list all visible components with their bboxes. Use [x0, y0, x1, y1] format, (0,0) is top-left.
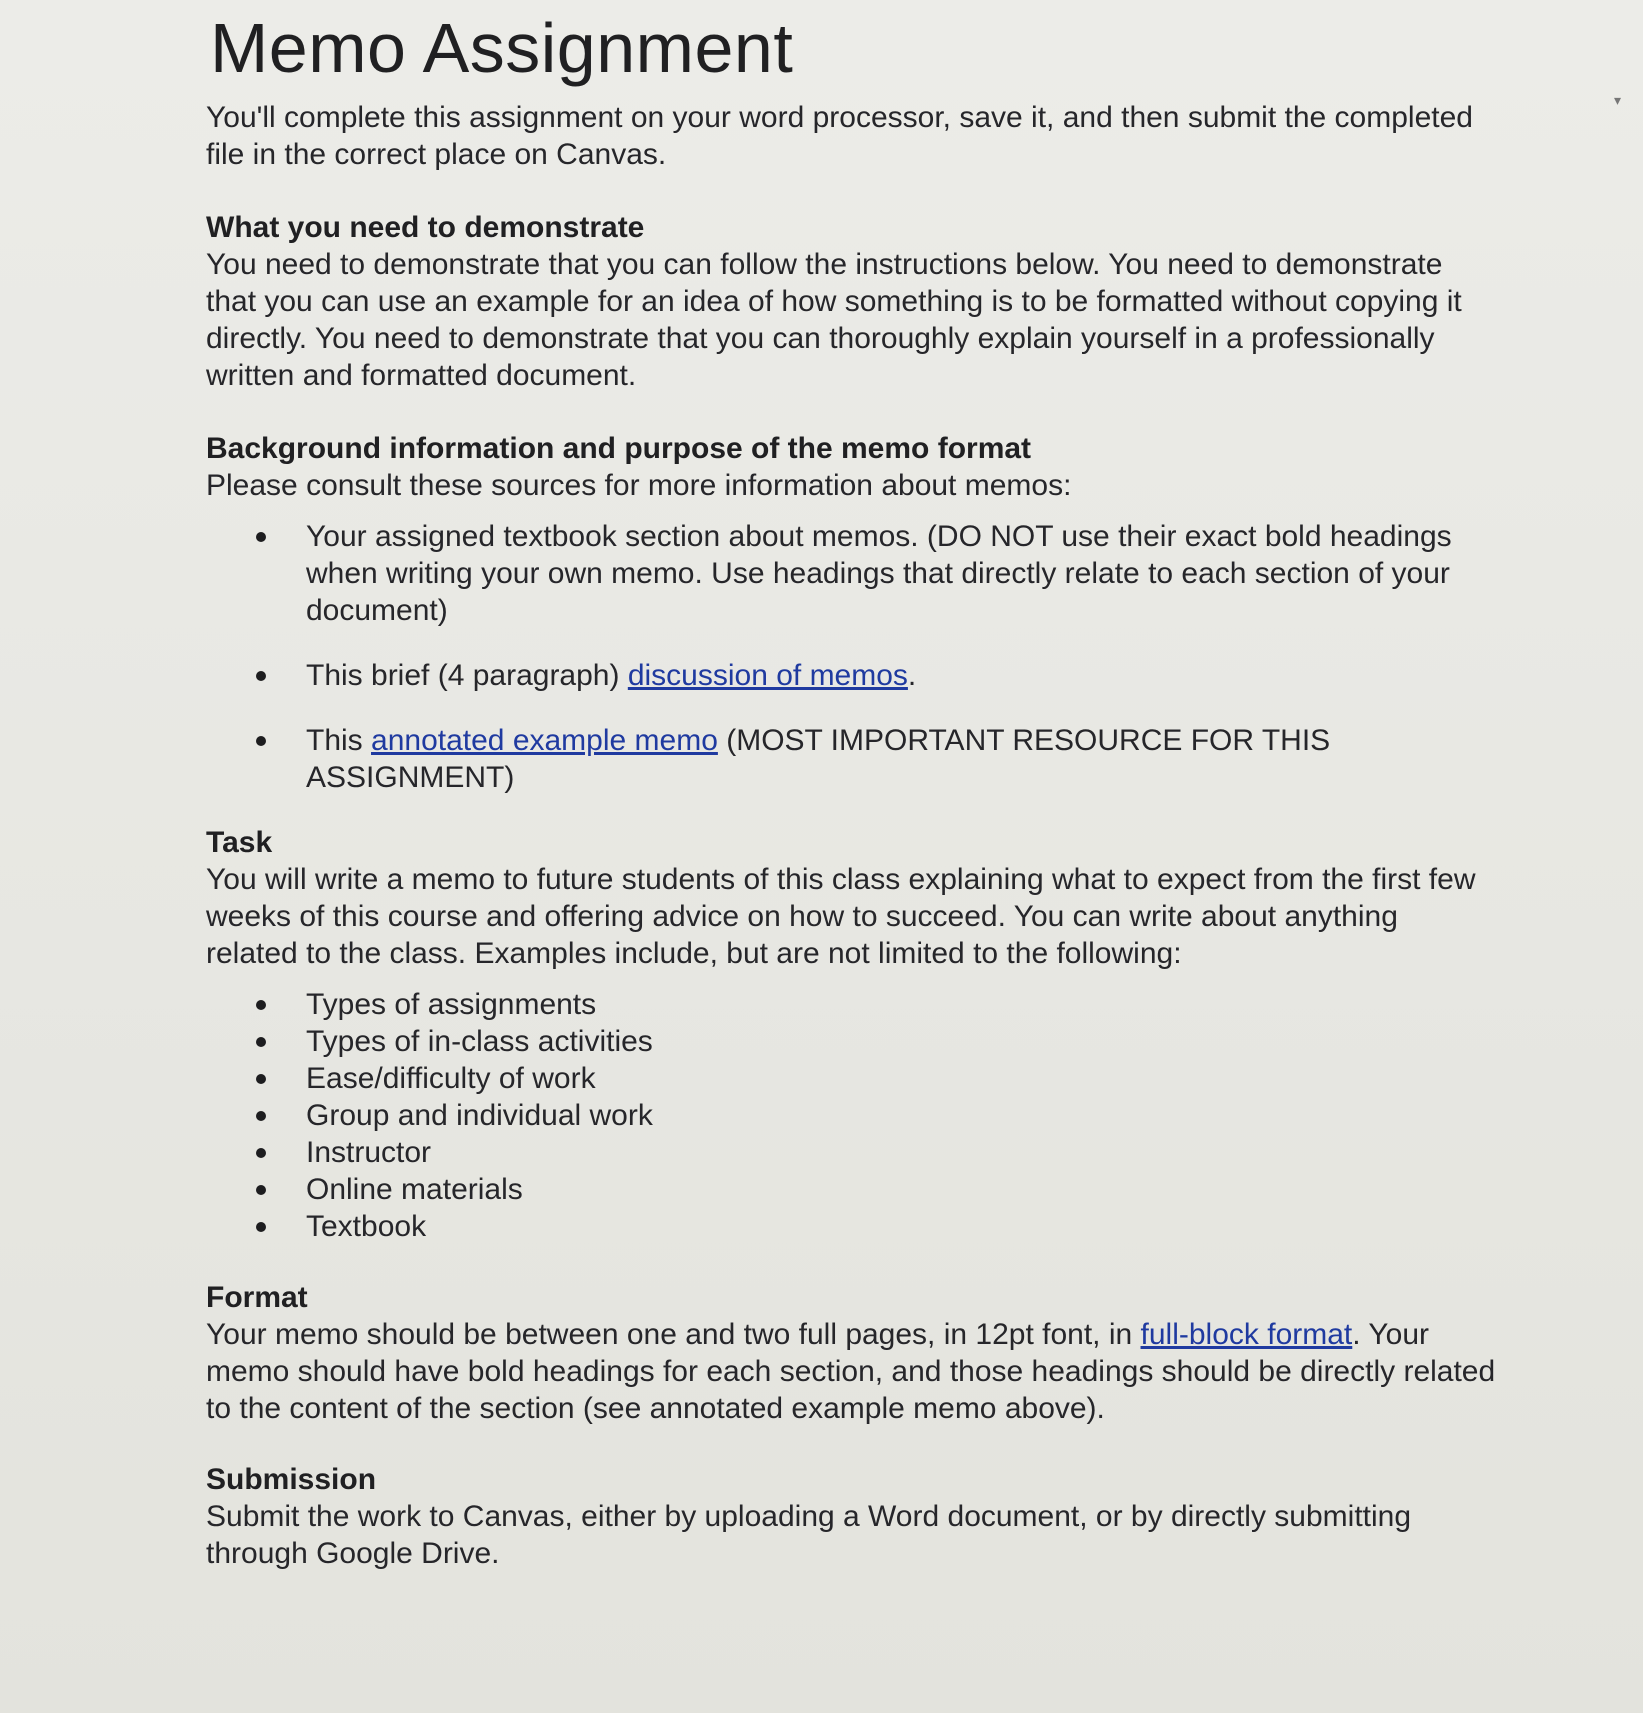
- topic-label: Ease/difficulty of work: [306, 1061, 596, 1095]
- topic-label: Group and individual work: [306, 1098, 653, 1132]
- topic-label: Instructor: [306, 1135, 432, 1169]
- assignment-content: [206, 8, 1496, 1572]
- list-item: [306, 722, 1496, 796]
- bullet-icon: [256, 1000, 266, 1010]
- bullet-icon: [256, 671, 266, 681]
- discussion-of-memos-link[interactable]: discussion of memos: [627, 658, 908, 692]
- scroll-indicator-icon: ▾: [1613, 92, 1621, 108]
- resource-discussion-suffix: .: [907, 658, 917, 692]
- bullet-icon: [256, 1111, 266, 1121]
- format-body: [206, 1316, 1496, 1427]
- task-body: You will write a memo to future students of this class explaining what to expect from the first few weeks of this course and offering advice on how to succeed. You can write about anything related to the class. Examples include, but are not limited to the following:: [206, 862, 1476, 970]
- list-item: [306, 986, 1496, 1023]
- list-item: [306, 1097, 1496, 1134]
- topic-list: [206, 986, 1496, 1245]
- list-item: [306, 1134, 1496, 1171]
- demonstrate-body: You need to demonstrate that you can follow the instructions below. You need to demonstrate that you can use an example for an idea of how something is to be formatted without copying it directly. You need to demonstrate that you can thoroughly explain yourself in a professionally written and formatted document.: [206, 247, 1462, 392]
- intro-text: You'll complete this assignment on your word processor, save it, and then submit the completed file in the correct place on Canvas.: [206, 100, 1473, 171]
- resource-discussion-prefix: This brief (4 paragraph): [306, 658, 628, 692]
- list-item: [306, 657, 1496, 694]
- resource-list: [206, 518, 1496, 796]
- topic-label: Online materials: [306, 1172, 523, 1206]
- list-item: [306, 518, 1496, 629]
- topic-label: Textbook: [306, 1209, 427, 1243]
- bullet-icon: [256, 736, 266, 746]
- demonstrate-section: [206, 209, 1496, 394]
- resource-example-suffix: (MOST IMPORTANT RESOURCE FOR THIS ASSIGNMENT): [306, 723, 1331, 794]
- bullet-icon: [256, 1074, 266, 1084]
- bullet-icon: [256, 532, 266, 542]
- list-item: [306, 1060, 1496, 1097]
- page-title: Memo Assignment: [210, 9, 794, 87]
- list-item: [306, 1023, 1496, 1060]
- bullet-icon: [256, 1222, 266, 1232]
- full-block-format-link[interactable]: full-block format: [1140, 1317, 1353, 1351]
- submission-section: [206, 1461, 1496, 1572]
- bullet-icon: [256, 1148, 266, 1158]
- task-heading: Task: [206, 825, 273, 859]
- bullet-icon: [256, 1185, 266, 1195]
- format-body-suffix: . Your memo should have bold headings for each section, and those headings should be directly related to the content of the section (see annotated example memo above).: [206, 1317, 1496, 1425]
- format-heading: Format: [206, 1280, 308, 1314]
- background-body: Please consult these sources for more information about memos:: [206, 468, 1072, 502]
- topic-label: Types of in-class activities: [306, 1024, 653, 1058]
- bullet-icon: [256, 1037, 266, 1047]
- format-body-prefix: Your memo should be between one and two full pages, in 12pt font, in: [206, 1317, 1141, 1351]
- task-section: [206, 824, 1496, 1245]
- background-section: [206, 430, 1496, 796]
- list-item: [306, 1171, 1496, 1208]
- background-heading: Background information and purpose of the memo format: [206, 431, 1032, 465]
- submission-heading: Submission: [206, 1462, 377, 1496]
- demonstrate-heading: What you need to demonstrate: [206, 210, 645, 244]
- annotated-example-memo-link[interactable]: annotated example memo: [371, 723, 718, 757]
- format-section: [206, 1279, 1496, 1427]
- submission-body: Submit the work to Canvas, either by uploading a Word document, or by directly submitting through Google Drive.: [206, 1499, 1412, 1570]
- resource-textbook-text: Your assigned textbook section about memos. (DO NOT use their exact bold headings when writing your own memo. Use headings that directly relate to each section of your document): [306, 519, 1452, 627]
- topic-label: Types of assignments: [306, 987, 597, 1021]
- resource-example-prefix: This: [306, 723, 372, 757]
- list-item: [306, 1208, 1496, 1245]
